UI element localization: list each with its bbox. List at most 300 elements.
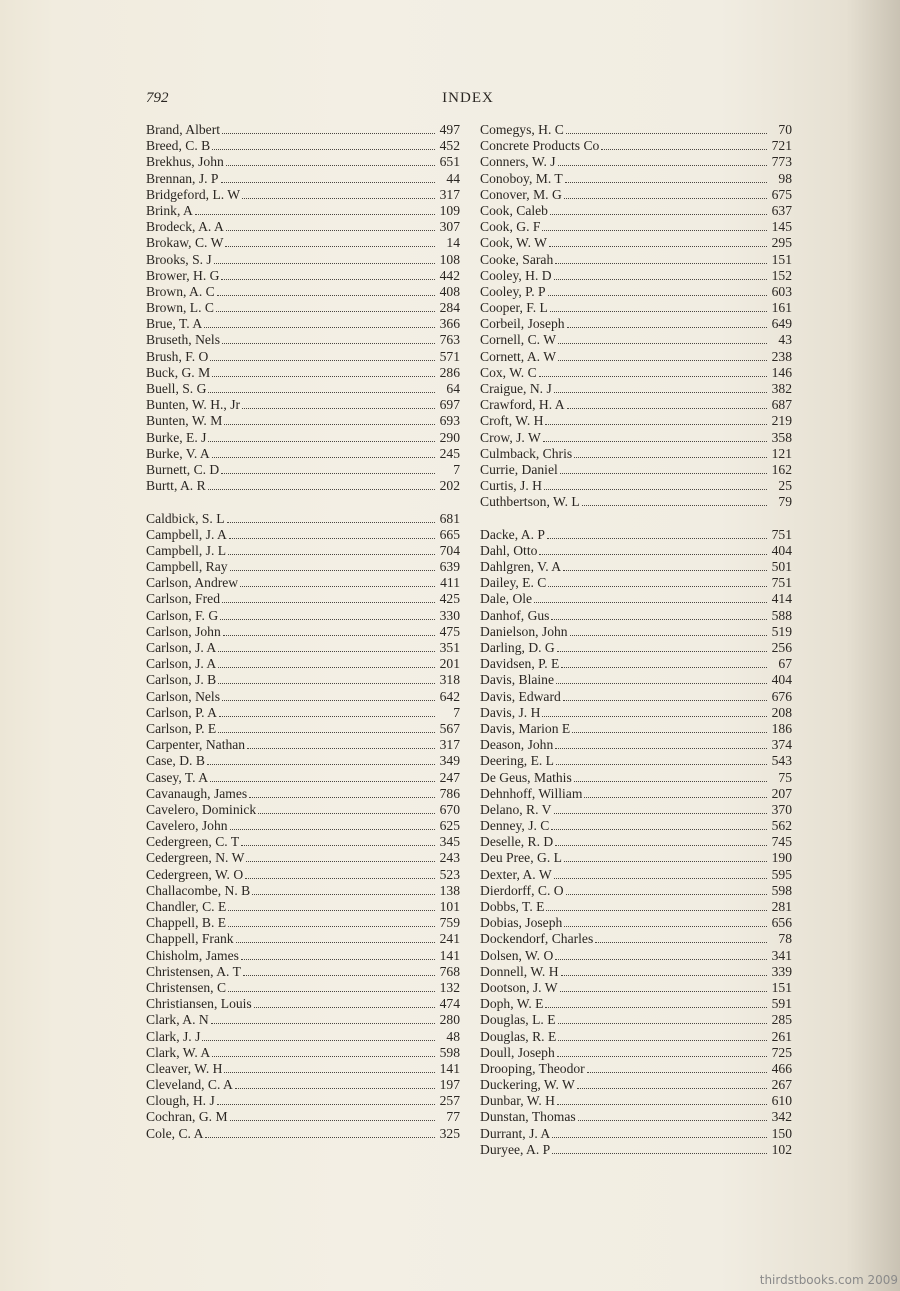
index-entry-name: De Geus, Mathis bbox=[480, 769, 572, 785]
dot-leader bbox=[601, 149, 767, 150]
index-entry bbox=[146, 1012, 460, 1028]
index-entry-name: Challacombe, N. B bbox=[146, 882, 251, 898]
index-entry-page: 704 bbox=[439, 542, 460, 558]
index-entry bbox=[480, 1045, 792, 1061]
dot-leader bbox=[249, 797, 435, 798]
index-entry bbox=[480, 834, 792, 850]
dot-leader bbox=[558, 360, 767, 361]
index-entry bbox=[146, 915, 460, 931]
index-entry-page: 642 bbox=[439, 688, 460, 704]
dot-leader bbox=[254, 1007, 435, 1008]
index-entry-page: 425 bbox=[439, 591, 460, 607]
index-entry bbox=[480, 1029, 792, 1045]
dot-leader bbox=[258, 813, 435, 814]
index-entry-name: Brennan, J. P bbox=[146, 170, 219, 186]
index-entry-name: Crow, J. W bbox=[480, 429, 541, 445]
index-entry bbox=[480, 770, 792, 786]
index-entry-page: 603 bbox=[771, 283, 792, 299]
index-entry-name: Dehnhoff, William bbox=[480, 785, 583, 801]
index-entry-page: 697 bbox=[439, 397, 460, 413]
index-entry-page: 523 bbox=[439, 866, 460, 882]
index-entry bbox=[146, 931, 460, 947]
index-entry bbox=[146, 381, 460, 397]
index-entry-name: Brush, F. O bbox=[146, 348, 209, 364]
dot-leader bbox=[547, 538, 767, 539]
index-entry-page: 751 bbox=[771, 526, 792, 542]
index-entry-name: Case, D. B bbox=[146, 753, 205, 769]
index-entry bbox=[480, 672, 792, 688]
index-entry bbox=[146, 818, 460, 834]
index-entry bbox=[146, 948, 460, 964]
index-entry-page: 190 bbox=[771, 850, 792, 866]
dot-leader bbox=[242, 408, 435, 409]
dot-leader bbox=[584, 797, 767, 798]
index-entry-page: 598 bbox=[771, 882, 792, 898]
index-entry bbox=[146, 640, 460, 656]
index-entry-page: 721 bbox=[771, 138, 792, 154]
index-entry bbox=[480, 543, 792, 559]
dot-leader bbox=[567, 408, 767, 409]
index-entry-name: Concrete Products Co bbox=[480, 138, 600, 154]
index-entry-name: Cole, C. A bbox=[146, 1125, 204, 1141]
index-entry-page: 751 bbox=[771, 575, 792, 591]
index-entry-name: Campbell, J. A bbox=[146, 526, 227, 542]
index-entry-name: Christensen, A. T bbox=[146, 963, 241, 979]
dot-leader bbox=[561, 975, 767, 976]
index-entry-name: Carlson, J. A bbox=[146, 656, 217, 672]
dot-leader bbox=[572, 732, 767, 733]
index-entry-page: 382 bbox=[771, 381, 792, 396]
index-entry-name: Carlson, Andrew bbox=[146, 575, 239, 591]
index-entry bbox=[480, 122, 792, 138]
index-entry-name: Chappell, Frank bbox=[146, 931, 234, 947]
index-entry-page: 339 bbox=[771, 963, 792, 979]
index-entry-name: Dale, Ole bbox=[480, 591, 533, 607]
index-entry-page: 78 bbox=[778, 931, 792, 947]
index-entry bbox=[146, 1093, 460, 1109]
index-entry bbox=[146, 608, 460, 624]
index-entry-page: 43 bbox=[778, 332, 792, 348]
index-entry-page: 497 bbox=[439, 122, 460, 137]
index-entry-page: 102 bbox=[771, 1141, 792, 1157]
index-entry-page: 48 bbox=[446, 1028, 460, 1044]
index-entry-name: Donnell, W. H bbox=[480, 963, 559, 979]
dot-leader bbox=[539, 554, 767, 555]
index-entry-name: Bruseth, Nels bbox=[146, 332, 221, 348]
dot-leader bbox=[555, 748, 767, 749]
index-entry-page: 325 bbox=[439, 1125, 460, 1141]
index-entry-name: Cooley, P. P bbox=[480, 283, 546, 299]
index-entry bbox=[146, 721, 460, 737]
index-entry bbox=[146, 1077, 460, 1093]
index-entry bbox=[480, 1142, 792, 1158]
index-entry-name: Deering, E. L bbox=[480, 753, 554, 769]
index-entry bbox=[146, 446, 460, 462]
dot-leader bbox=[546, 910, 767, 911]
dot-leader bbox=[542, 716, 767, 717]
index-entry-name: Danhof, Gus bbox=[480, 607, 550, 623]
index-entry-page: 763 bbox=[439, 332, 460, 348]
dot-leader bbox=[555, 845, 767, 846]
dot-leader bbox=[218, 732, 435, 733]
index-entry-page: 681 bbox=[439, 510, 460, 526]
index-entry-page: 318 bbox=[439, 672, 460, 688]
index-entry-name: Clough, H. J bbox=[146, 1093, 215, 1109]
index-entry-page: 370 bbox=[771, 801, 792, 817]
index-entry-name: Carpenter, Nathan bbox=[146, 737, 246, 753]
dot-leader bbox=[549, 246, 767, 247]
index-entry-name: Bunten, W. H., Jr bbox=[146, 397, 241, 413]
index-entry-page: 759 bbox=[439, 915, 460, 931]
index-entry-name: Cook, W. W bbox=[480, 235, 547, 251]
index-entry-name: Burke, V. A bbox=[146, 445, 210, 461]
index-entry-name: Craigue, N. J bbox=[480, 381, 552, 396]
dot-leader bbox=[561, 667, 767, 668]
index-entry-page: 543 bbox=[771, 753, 792, 769]
index-entry-name: Croft, W. H bbox=[480, 413, 544, 429]
dot-leader bbox=[550, 311, 767, 312]
dot-leader bbox=[212, 376, 435, 377]
index-entry-page: 404 bbox=[771, 672, 792, 688]
index-entry bbox=[146, 252, 460, 268]
index-entry bbox=[146, 802, 460, 818]
index-entry-name: Cuthbertson, W. L bbox=[480, 494, 580, 510]
dot-leader bbox=[230, 829, 435, 830]
dot-leader bbox=[217, 295, 435, 296]
index-entry-name: Casey, T. A bbox=[146, 769, 209, 785]
index-entry-name: Brand, Albert bbox=[146, 122, 220, 137]
index-entry-page: 591 bbox=[771, 996, 792, 1012]
index-entry-name: Christiansen, Louis bbox=[146, 996, 252, 1012]
index-entry bbox=[146, 980, 460, 996]
dot-leader bbox=[235, 1088, 435, 1089]
section-gap bbox=[146, 494, 460, 510]
dot-leader bbox=[563, 570, 767, 571]
index-entry bbox=[480, 1077, 792, 1093]
index-entry-page: 639 bbox=[439, 559, 460, 575]
index-entry-page: 267 bbox=[771, 1077, 792, 1093]
dot-leader bbox=[202, 1040, 435, 1041]
dot-leader bbox=[224, 424, 435, 425]
index-entry-name: Burnett, C. D bbox=[146, 461, 220, 477]
index-entry-page: 330 bbox=[439, 607, 460, 623]
index-entry-name: Breed, C. B bbox=[146, 138, 211, 154]
dot-leader bbox=[222, 343, 435, 344]
index-entry bbox=[146, 591, 460, 607]
dot-leader bbox=[545, 424, 767, 425]
dot-leader bbox=[560, 473, 767, 474]
dot-leader bbox=[252, 894, 435, 895]
index-entry-name: Chandler, C. E bbox=[146, 899, 227, 914]
index-entry bbox=[146, 462, 460, 478]
dot-leader bbox=[246, 861, 435, 862]
index-entry-page: 77 bbox=[446, 1109, 460, 1125]
index-entry bbox=[480, 527, 792, 543]
index-entry bbox=[480, 284, 792, 300]
dot-leader bbox=[556, 683, 767, 684]
dot-leader bbox=[554, 279, 767, 280]
index-entry-page: 197 bbox=[439, 1077, 460, 1093]
index-entry-page: 768 bbox=[439, 963, 460, 979]
dot-leader bbox=[564, 926, 767, 927]
index-entry-page: 207 bbox=[771, 785, 792, 801]
index-entry-name: Duryee, A. P bbox=[480, 1141, 551, 1157]
index-entry-name: Danielson, John bbox=[480, 623, 568, 639]
index-entry bbox=[146, 672, 460, 688]
index-entry-page: 14 bbox=[446, 235, 460, 251]
index-entry-name: Cooke, Sarah bbox=[480, 251, 554, 267]
index-entry-page: 358 bbox=[771, 429, 792, 445]
index-entry bbox=[480, 365, 792, 381]
index-entry bbox=[480, 559, 792, 575]
index-entry-name: Darling, D. G bbox=[480, 640, 555, 655]
dot-leader bbox=[226, 165, 435, 166]
dot-leader bbox=[228, 554, 435, 555]
index-entry bbox=[146, 187, 460, 203]
index-entry-name: Durrant, J. A bbox=[480, 1125, 551, 1141]
dot-leader bbox=[225, 246, 435, 247]
dot-leader bbox=[552, 1153, 767, 1154]
dot-leader bbox=[558, 343, 767, 344]
index-entry bbox=[146, 316, 460, 332]
index-entry bbox=[146, 268, 460, 284]
index-entry bbox=[480, 689, 792, 705]
index-entry-page: 562 bbox=[771, 818, 792, 834]
index-entry-name: Chisholm, James bbox=[146, 947, 239, 963]
index-entry-name: Douglas, R. E bbox=[480, 1028, 557, 1044]
index-entry-page: 637 bbox=[771, 202, 792, 218]
index-entry-name: Cedergreen, N. W bbox=[146, 850, 245, 866]
index-entry-name: Cleveland, C. A bbox=[146, 1077, 233, 1093]
index-entry-page: 341 bbox=[771, 947, 792, 963]
index-entry-name: Cedergreen, W. O bbox=[146, 866, 244, 882]
index-entry-page: 501 bbox=[771, 559, 792, 575]
dot-leader bbox=[208, 441, 435, 442]
index-entry-name: Brekhus, John bbox=[146, 154, 224, 170]
index-entry-page: 414 bbox=[771, 591, 792, 607]
index-entry-name: Davis, Blaine bbox=[480, 672, 554, 688]
dot-leader bbox=[582, 505, 767, 506]
index-entry-page: 109 bbox=[439, 202, 460, 218]
index-entry bbox=[146, 284, 460, 300]
index-entry bbox=[146, 203, 460, 219]
index-entry-page: 202 bbox=[439, 478, 460, 494]
dot-leader bbox=[587, 1072, 767, 1073]
index-entry-page: 186 bbox=[771, 720, 792, 736]
index-entry-page: 152 bbox=[771, 267, 792, 283]
dot-leader bbox=[226, 230, 435, 231]
dot-leader bbox=[534, 602, 767, 603]
index-entry bbox=[480, 219, 792, 235]
index-entry-name: Davis, Edward bbox=[480, 688, 561, 704]
index-entry-name: Culmback, Chris bbox=[480, 445, 573, 461]
index-entry bbox=[146, 656, 460, 672]
index-entry-name: Cook, Caleb bbox=[480, 202, 548, 218]
dot-leader bbox=[564, 198, 767, 199]
index-entry-name: Conover, M. G bbox=[480, 186, 562, 202]
dot-leader bbox=[552, 1137, 767, 1138]
index-entry-page: 567 bbox=[439, 720, 460, 736]
index-entry bbox=[480, 867, 792, 883]
dot-leader bbox=[554, 813, 768, 814]
index-entry-page: 161 bbox=[771, 300, 792, 316]
dot-leader bbox=[236, 942, 435, 943]
index-entry-name: Doull, Joseph bbox=[480, 1044, 555, 1060]
index-entry-page: 625 bbox=[439, 818, 460, 834]
index-entry-name: Brink, A bbox=[146, 202, 193, 218]
index-entry-page: 290 bbox=[439, 429, 460, 445]
index-entry bbox=[480, 980, 792, 996]
dot-leader bbox=[560, 991, 767, 992]
watermark: thirdstbooks.com 2009 bbox=[759, 1273, 898, 1287]
index-entry bbox=[480, 656, 792, 672]
index-entry-name: Deu Pree, G. L bbox=[480, 850, 562, 866]
page-number: 792 bbox=[146, 90, 169, 106]
index-entry bbox=[480, 316, 792, 332]
dot-leader bbox=[551, 619, 767, 620]
index-entry-name: Comegys, H. C bbox=[480, 122, 564, 137]
index-entry bbox=[146, 332, 460, 348]
index-entry-name: Deason, John bbox=[480, 737, 554, 753]
index-entry-name: Dunstan, Thomas bbox=[480, 1109, 576, 1125]
index-entry-name: Brokaw, C. W bbox=[146, 235, 224, 251]
dot-leader bbox=[205, 1137, 435, 1138]
index-entry-name: Burtt, A. R bbox=[146, 478, 206, 494]
index-entry-name: Dobias, Joseph bbox=[480, 915, 563, 931]
index-entry-name: Cavelero, Dominick bbox=[146, 801, 257, 817]
index-entry bbox=[480, 138, 792, 154]
index-entry-name: Dailey, E. C bbox=[480, 575, 547, 591]
index-entry-page: 280 bbox=[439, 1012, 460, 1028]
index-entry-page: 411 bbox=[440, 575, 460, 591]
index-entry-page: 351 bbox=[439, 640, 460, 655]
index-entry bbox=[146, 413, 460, 429]
dot-leader bbox=[208, 489, 435, 490]
dot-leader bbox=[211, 1023, 435, 1024]
index-entry-page: 519 bbox=[771, 623, 792, 639]
index-entry bbox=[146, 138, 460, 154]
index-entry-page: 162 bbox=[771, 461, 792, 477]
dot-leader bbox=[221, 279, 435, 280]
index-entry bbox=[480, 171, 792, 187]
dot-leader bbox=[210, 781, 435, 782]
index-entry-page: 475 bbox=[439, 623, 460, 639]
index-entry-name: Brodeck, A. A bbox=[146, 219, 224, 235]
index-entry bbox=[480, 332, 792, 348]
index-entry-name: Cleaver, W. H bbox=[146, 1060, 223, 1076]
section-gap bbox=[480, 511, 792, 527]
index-entry-name: Cedergreen, C. T bbox=[146, 834, 240, 850]
index-entry-page: 665 bbox=[439, 526, 460, 542]
dot-leader bbox=[567, 327, 767, 328]
index-entry-name: Deselle, R. D bbox=[480, 834, 554, 850]
index-entry-page: 676 bbox=[771, 688, 792, 704]
index-entry-page: 151 bbox=[771, 251, 792, 267]
index-entry bbox=[480, 462, 792, 478]
index-entry-page: 70 bbox=[778, 122, 792, 137]
dot-leader bbox=[245, 878, 435, 879]
index-entry-name: Crawford, H. A bbox=[480, 397, 565, 413]
index-entry-page: 101 bbox=[439, 899, 460, 914]
index-entry bbox=[146, 349, 460, 365]
index-entry-page: 286 bbox=[439, 364, 460, 380]
index-entry bbox=[146, 867, 460, 883]
dot-leader bbox=[539, 376, 767, 377]
index-entry bbox=[146, 122, 460, 138]
dot-leader bbox=[228, 991, 435, 992]
dot-leader bbox=[557, 651, 767, 652]
index-entry bbox=[480, 899, 792, 915]
dot-leader bbox=[210, 360, 435, 361]
index-column-left bbox=[146, 122, 460, 1142]
index-entry-page: 256 bbox=[771, 640, 792, 655]
dot-leader bbox=[543, 441, 767, 442]
index-entry bbox=[480, 1109, 792, 1125]
index-entry bbox=[480, 1093, 792, 1109]
dot-leader bbox=[570, 635, 767, 636]
index-entry bbox=[480, 575, 792, 591]
index-entry bbox=[146, 1126, 460, 1142]
dot-leader bbox=[223, 635, 435, 636]
dot-leader bbox=[558, 1040, 767, 1041]
dot-leader bbox=[207, 764, 435, 765]
index-entry bbox=[146, 219, 460, 235]
index-entry-page: 285 bbox=[771, 1012, 792, 1028]
index-entry-page: 121 bbox=[771, 445, 792, 461]
index-entry-page: 243 bbox=[439, 850, 460, 866]
dot-leader bbox=[222, 700, 435, 701]
index-entry-page: 64 bbox=[446, 381, 460, 396]
index-entry-page: 404 bbox=[771, 542, 792, 558]
index-entry-name: Brower, H. G bbox=[146, 267, 220, 283]
index-entry-page: 649 bbox=[771, 316, 792, 332]
index-entry-name: Brown, L. C bbox=[146, 300, 214, 316]
index-entry bbox=[480, 478, 792, 494]
dot-leader bbox=[578, 1120, 767, 1121]
dot-leader bbox=[219, 716, 435, 717]
index-entry bbox=[146, 705, 460, 721]
dot-leader bbox=[224, 1072, 435, 1073]
index-entry-page: 598 bbox=[439, 1044, 460, 1060]
index-entry-name: Dacke, A. P bbox=[480, 526, 545, 542]
dot-leader bbox=[230, 1120, 435, 1121]
index-entry-page: 201 bbox=[439, 656, 460, 672]
dot-leader bbox=[214, 263, 435, 264]
index-entry bbox=[146, 154, 460, 170]
index-entry-name: Carlson, P. A bbox=[146, 704, 218, 720]
index-entry-page: 145 bbox=[771, 219, 792, 235]
index-entry-page: 345 bbox=[439, 834, 460, 850]
index-entry bbox=[480, 753, 792, 769]
index-entry-name: Dahl, Otto bbox=[480, 542, 538, 558]
dot-leader bbox=[247, 748, 435, 749]
index-entry-name: Davis, Marion E bbox=[480, 720, 571, 736]
index-entry-page: 745 bbox=[771, 834, 792, 850]
index-entry-page: 241 bbox=[439, 931, 460, 947]
index-entry-page: 588 bbox=[771, 607, 792, 623]
index-entry-page: 98 bbox=[778, 170, 792, 186]
dot-leader bbox=[241, 959, 435, 960]
index-entry bbox=[146, 1109, 460, 1125]
index-entry bbox=[146, 899, 460, 915]
index-entry-name: Carlson, J. A bbox=[146, 640, 217, 655]
index-entry bbox=[146, 1045, 460, 1061]
index-entry bbox=[146, 511, 460, 527]
index-entry-name: Cook, G. F bbox=[480, 219, 541, 235]
index-entry-page: 75 bbox=[778, 769, 792, 785]
index-entry bbox=[146, 1061, 460, 1077]
index-entry-page: 408 bbox=[439, 283, 460, 299]
